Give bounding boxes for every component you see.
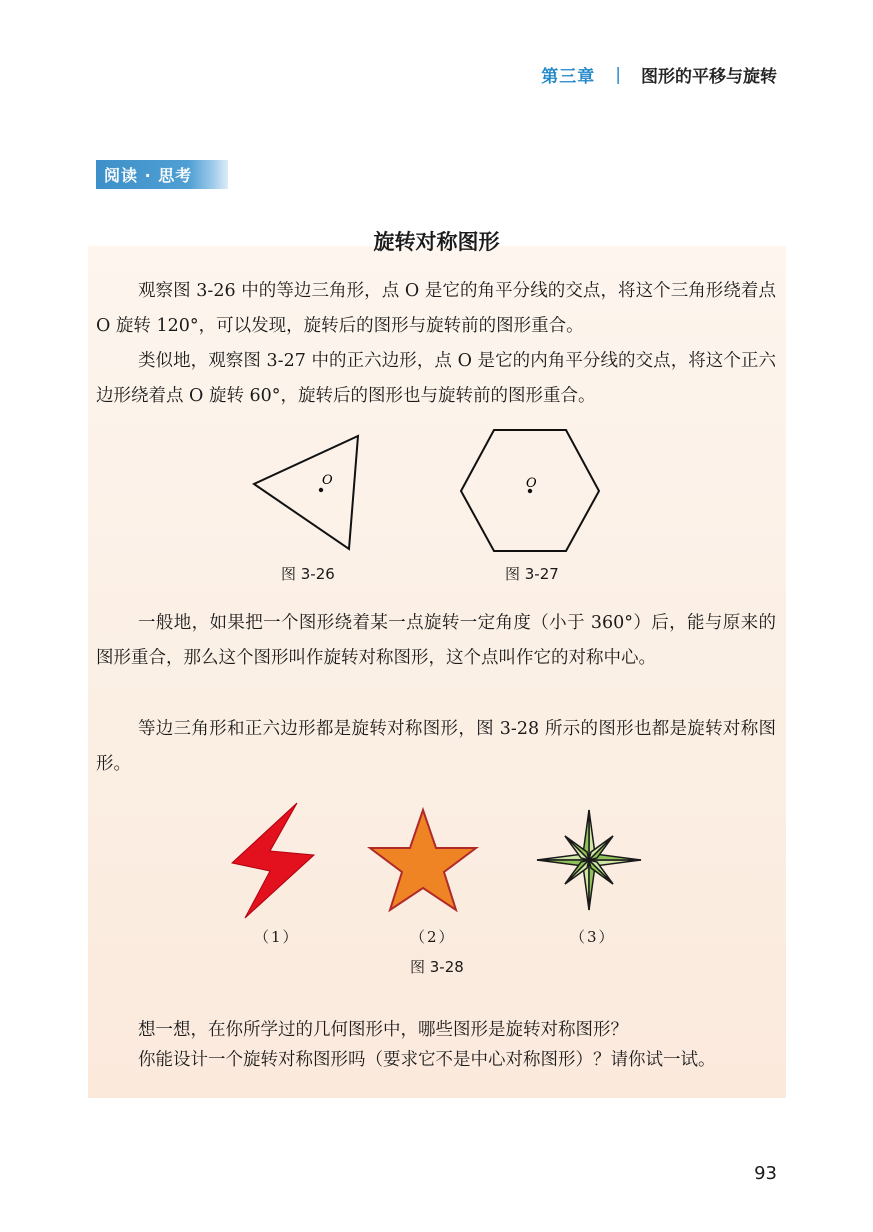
paragraph-design: 你能设计一个旋转对称图形吗（要求它不是中心对称图形）？请你试一试。 <box>138 1050 716 1070</box>
chapter-header <box>541 62 777 87</box>
chapter-title: 图形的平移与旋转 <box>641 67 777 87</box>
sub-label-2: （2） <box>410 928 456 946</box>
point-o-label: O <box>322 473 333 488</box>
caption-3-26: 图 3-26 <box>281 565 335 583</box>
caption-3-27: 图 3-27 <box>505 565 559 583</box>
chapter-number: 第三章 <box>541 67 596 87</box>
paragraph-think: 想一想，在你所学过的几何图形中，哪些图形是旋转对称图形？ <box>138 1020 628 1040</box>
sub-label-1: （1） <box>254 928 300 946</box>
section-title: 旋转对称图形 <box>373 230 500 254</box>
lightning-bolt-shape <box>226 800 316 922</box>
paragraph-triangle: 观察图 3-26 中的等边三角形，点 O 是它的角平分线的交点，将这个三角形绕着点 O 旋转 120°，可以发现，旋转后的图形与旋转前的图形重合。 <box>96 281 776 336</box>
reading-thinking-badge: 阅读 · 思考 <box>96 160 228 189</box>
paragraph-examples: 等边三角形和正六边形都是旋转对称图形，图 3-28 所示的图形也都是旋转对称图形。 <box>96 719 776 774</box>
figure-3-26-triangle <box>240 425 370 560</box>
sub-label-3: （3） <box>570 928 616 946</box>
center-point <box>319 488 323 492</box>
caption-3-28: 图 3-28 <box>410 958 464 976</box>
header-separator: | <box>615 64 621 85</box>
five-point-star-shape <box>367 806 479 914</box>
equilateral-triangle <box>254 436 358 549</box>
compass-star-shape <box>533 806 645 914</box>
figure-3-27-hexagon <box>455 425 605 555</box>
paragraph-hexagon: 类似地，观察图 3-27 中的正六边形，点 O 是它的内角平分线的交点，将这个正六边形绕着点 O 旋转 60°，旋转后的图形也与旋转前的图形重合。 <box>96 351 776 406</box>
point-o-label: O <box>526 476 537 491</box>
page-number: 93 <box>754 1163 777 1184</box>
paragraph-definition: 一般地，如果把一个图形绕着某一点旋转一定角度（小于 360°）后，能与原来的图形重合，那么这个图形叫作旋转对称图形，这个点叫作它的对称中心。 <box>96 613 776 668</box>
